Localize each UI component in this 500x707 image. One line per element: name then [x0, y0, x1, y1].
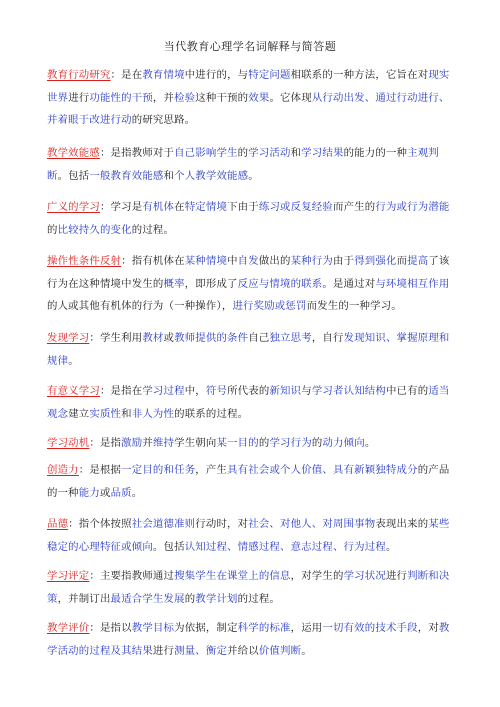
definition-text: 在: [174, 201, 185, 213]
definition-text: 的: [258, 437, 270, 449]
definition-learning-motivation: [47, 432, 457, 455]
keyword-highlight: 搜集学生在课堂上的信息: [174, 570, 291, 582]
keyword-highlight: 学习活动: [248, 147, 291, 159]
definition-text: 相联系的一种方法，它旨在对: [290, 69, 429, 81]
definition-text: ：学生利用: [89, 332, 143, 344]
term-label: 教育行动研究: [47, 69, 111, 81]
keyword-highlight: 特定情境: [184, 201, 228, 213]
definition-text: 的人或其他有机体的行为（一种操作），: [47, 300, 233, 312]
keyword-highlight: 维持: [152, 437, 175, 449]
definition-text: 或: [99, 486, 111, 499]
definition-moral-character: [47, 513, 457, 558]
keyword-highlight: 主观判断: [47, 147, 439, 182]
definition-text: 的: [184, 592, 196, 605]
definition-text: 建立: [68, 407, 90, 420]
keyword-highlight: 符号: [205, 385, 228, 397]
definition-text: ：是指教师对于: [99, 147, 175, 159]
keyword-highlight: 自己影响学生: [174, 147, 238, 159]
definition-text: ，并制订出: [57, 592, 111, 605]
definition-teaching-evaluation: [47, 617, 457, 662]
definition-text: ：是根据: [78, 464, 122, 476]
definition-text: ，自行: [311, 332, 344, 344]
term-label: 发现学习: [47, 332, 90, 344]
definition-text: 。: [248, 169, 259, 182]
definition-text: 或: [163, 332, 175, 344]
keyword-highlight: 社会、对他人、对周围事物: [248, 518, 376, 530]
keyword-highlight: 学习状况: [343, 570, 386, 582]
definition-text: 而: [396, 255, 408, 267]
term-label: 广义的学习: [47, 201, 100, 213]
definition-text: 的能力的一种: [343, 147, 408, 159]
definition-text: 。: [68, 354, 79, 367]
definition-text: 学生朝向: [174, 437, 217, 449]
keyword-highlight: 动力倾向: [322, 437, 365, 449]
keyword-highlight: 一定目的和任务: [121, 464, 196, 476]
keyword-highlight: 具有社会或个人价值、具有新颖独特成分: [227, 464, 418, 476]
keyword-highlight: 现实世界: [47, 69, 450, 104]
keyword-highlight: 学习者认知结构: [311, 385, 386, 397]
keyword-highlight: 新知识: [269, 385, 302, 397]
keyword-highlight: 某一目的: [216, 437, 259, 449]
term-label: 创造力: [47, 464, 79, 476]
keyword-highlight: 某种情境: [184, 255, 228, 267]
keyword-highlight: 个人教学效能感: [174, 169, 249, 182]
definition-text: 。: [131, 486, 143, 499]
definition-text: 的联系的过程。: [174, 407, 249, 420]
definition-text: 的研究思路。: [131, 114, 196, 126]
definition-text: ，对学生的: [290, 570, 344, 582]
keyword-highlight: 进行奖励或惩罚: [232, 300, 307, 312]
definition-text: 的: [311, 437, 323, 449]
definition-text: 下由于: [227, 201, 259, 213]
keyword-highlight: 自发: [237, 255, 259, 267]
definition-meaningful-learning: [47, 380, 457, 425]
definition-text: ：是指: [89, 437, 122, 449]
definition-text: 。是通过对: [322, 277, 376, 290]
definition-text: 做出的: [258, 255, 291, 267]
definition-text: ：是指以: [89, 622, 132, 634]
keyword-highlight: 学习结果: [301, 147, 344, 159]
keyword-highlight: 适当观念: [47, 385, 450, 420]
definition-text: 自己: [248, 332, 270, 344]
definition-text: 行动时，对: [195, 518, 249, 530]
definition-operant-conditioning: [47, 250, 457, 318]
keyword-highlight: 独立思考: [269, 332, 312, 344]
keyword-highlight: 功能性的干预: [89, 91, 153, 104]
definition-text: ：指个体按照: [68, 518, 132, 530]
definition-text: 和: [290, 147, 302, 159]
keyword-highlight: 科学的标准: [237, 622, 291, 634]
keyword-highlight: 反应与情境的联系: [237, 277, 323, 290]
keyword-highlight: 一般教育效能感: [89, 169, 164, 182]
keyword-highlight: 检验: [174, 91, 196, 104]
keyword-highlight: 得到强化: [354, 255, 397, 267]
definition-text: 进行: [385, 570, 408, 582]
definition-text: ，并: [152, 91, 175, 104]
term-label: 品德: [47, 518, 69, 530]
definition-text: ，产生: [195, 464, 228, 476]
definition-text: 。: [301, 644, 312, 657]
keyword-highlight: 发现知识、掌握原理和规律: [47, 332, 450, 367]
definition-text: 的过程。: [237, 592, 281, 605]
keyword-highlight: 学习过程: [142, 385, 185, 397]
keyword-highlight: 价值判断: [258, 644, 302, 657]
definition-discovery-learning: [47, 327, 457, 372]
definition-text: ：是指在: [99, 385, 143, 397]
keyword-highlight: 练习或反复经验: [258, 201, 333, 213]
keyword-highlight: 概率: [163, 277, 185, 290]
keyword-highlight: 比较持久的变化: [57, 223, 132, 236]
keyword-highlight: 教材: [142, 332, 164, 344]
keyword-highlight: 品质: [110, 486, 132, 499]
definition-text: ，对: [417, 622, 439, 634]
definition-text: 。: [385, 540, 397, 553]
definition-text: 的产品的一种: [47, 464, 450, 499]
definition-text: 的: [237, 147, 249, 159]
term-label: 教学评价: [47, 622, 90, 634]
keyword-highlight: 测量、衡定: [174, 644, 228, 657]
definition-text: 并给以: [227, 644, 259, 657]
keyword-highlight: 最适合学生发展: [110, 592, 185, 605]
keyword-highlight: 有机体: [142, 201, 175, 213]
definition-text: 中: [227, 255, 238, 267]
term-label: 学习动机: [47, 437, 90, 449]
definition-text: 而产生的: [333, 201, 376, 213]
keyword-highlight: 某种行为: [290, 255, 333, 267]
definition-text: 为依据，制定: [174, 622, 238, 634]
keyword-highlight: 一切有效的技术手段: [322, 622, 418, 634]
keyword-highlight: 判断和决策: [47, 570, 450, 605]
keyword-highlight: 教育情境: [142, 69, 185, 81]
definition-teaching-efficacy: [47, 142, 457, 187]
definition-text: 的: [47, 223, 58, 236]
keyword-highlight: 与环境相互作用: [375, 277, 450, 290]
keyword-highlight: 教师提供的条件: [174, 332, 249, 344]
keyword-highlight: 社会道德准则: [131, 518, 196, 530]
definition-text: 由于: [333, 255, 355, 267]
keyword-highlight: 行为或行为潜能: [375, 201, 450, 213]
definition-broad-learning: [47, 196, 457, 241]
keyword-highlight: 某些稳定的心理特征或倾向: [47, 518, 450, 553]
keyword-highlight: 提高: [407, 255, 429, 267]
definition-text: 和: [121, 407, 132, 420]
keyword-highlight: 激励: [121, 437, 143, 449]
document-title: 当代教育心理学名词解释与简答题: [163, 40, 337, 53]
definition-text: 和: [163, 169, 175, 182]
keyword-highlight: 效果: [248, 91, 270, 104]
keyword-highlight: 教学活动的过程及其结果: [47, 622, 450, 657]
definition-text: 与: [301, 385, 312, 397]
definition-text: ：主要指教师通过: [89, 570, 175, 582]
keyword-highlight: 非人为性: [131, 407, 175, 420]
definition-text: 表现出来的: [375, 518, 429, 530]
keyword-highlight: 从行动出发、通过行动进行、并着眼于改进行动: [47, 91, 450, 126]
keyword-highlight: 学习行为: [269, 437, 312, 449]
definition-learning-assessment: [47, 565, 457, 610]
definition-text: 中已有的: [385, 385, 429, 397]
definition-text: ：是在: [110, 69, 143, 81]
keyword-highlight: 能力: [78, 486, 100, 499]
definition-text: 。它体现: [269, 91, 312, 104]
definition-text: 进行: [152, 644, 175, 657]
keyword-highlight: 实质性: [89, 407, 122, 420]
definition-text: 。包括: [152, 540, 185, 553]
definition-text: 中，: [184, 385, 206, 397]
keyword-highlight: 教学计划: [195, 592, 238, 605]
definition-text: 。: [364, 437, 376, 449]
definition-text: ，运用: [290, 622, 323, 634]
definition-text: 了该行为在这种情境中发生的: [47, 255, 450, 290]
definition-text: 所代表的: [227, 385, 270, 397]
term-label: 操作性条件反射: [47, 255, 122, 267]
definition-creativity: [47, 459, 457, 504]
term-label: 学习评定: [47, 570, 90, 582]
keyword-highlight: 教学目标: [131, 622, 175, 634]
definition-text: ：学习是: [99, 201, 143, 213]
definition-text: 进行: [68, 91, 90, 104]
term-label: 教学效能感: [47, 147, 100, 159]
keyword-highlight: 特定问题: [248, 69, 291, 81]
term-label: 有意义学习: [47, 385, 100, 397]
keyword-highlight: 认知过程、情感过程、意志过程、行为过程: [184, 540, 386, 553]
definition-educational-action-research: [47, 64, 457, 132]
definition-text: 。包括: [57, 169, 90, 182]
definition-text: 的过程。: [131, 223, 175, 236]
definition-text: 而发生的一种学习。: [306, 300, 402, 312]
definition-text: ：指有机体在: [121, 255, 185, 267]
definition-text: 中进行的，与: [184, 69, 249, 81]
definition-text: 这种干预的: [195, 91, 249, 104]
definition-text: 并: [142, 437, 153, 449]
definition-text: ，即形成了: [184, 277, 238, 290]
